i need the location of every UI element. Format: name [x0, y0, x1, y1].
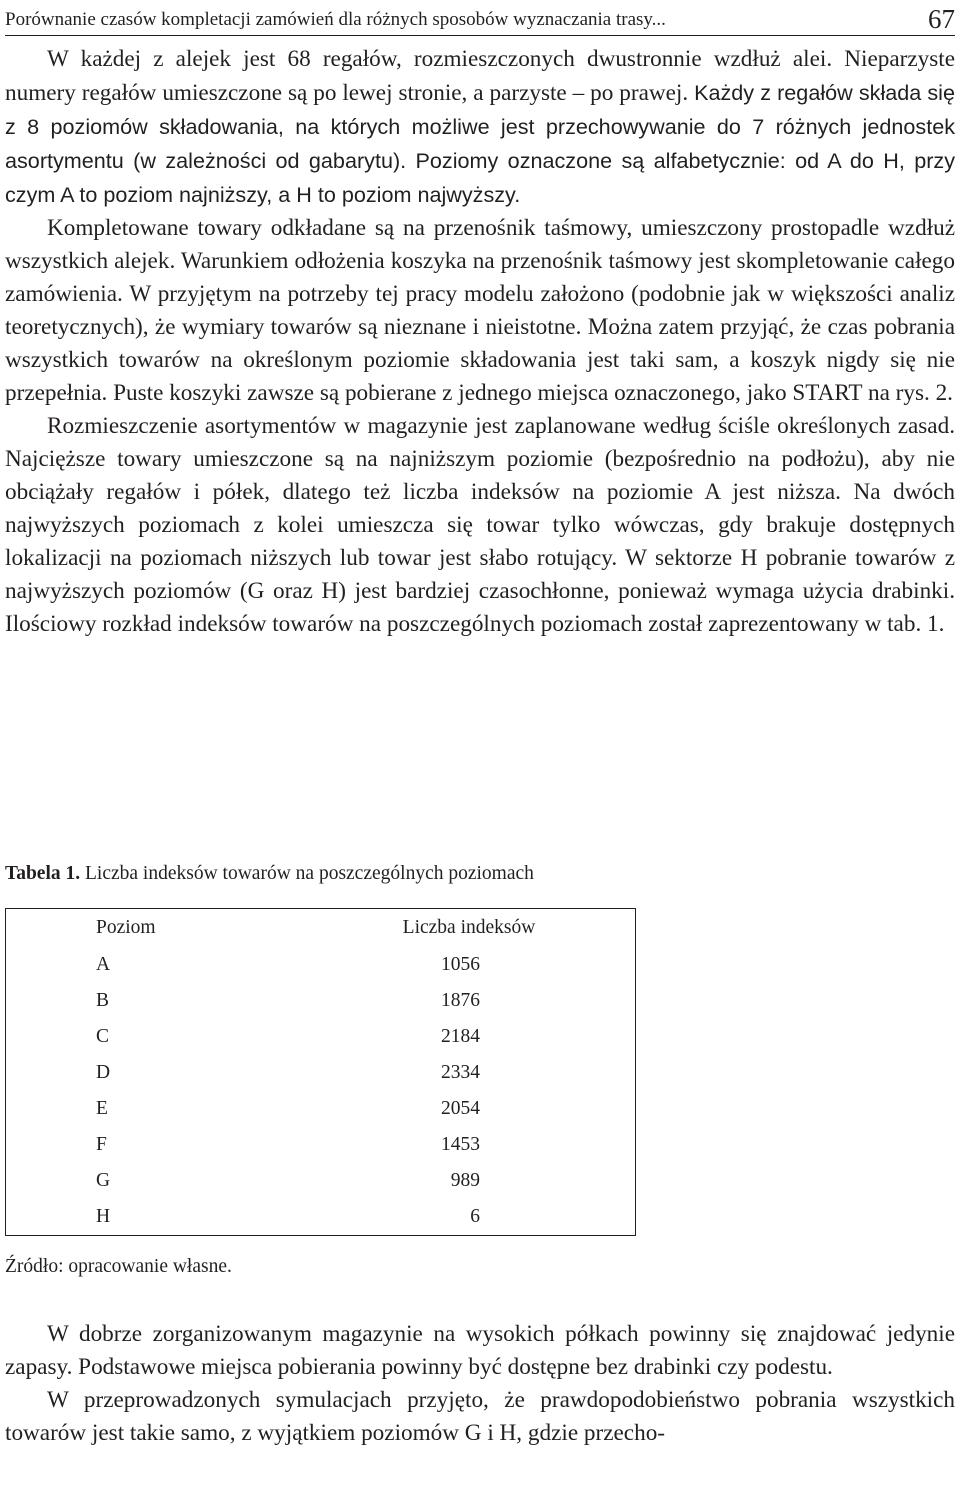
body-text-bottom: [5, 1318, 955, 1450]
paragraph-high-shelves: [5, 1318, 955, 1384]
paragraph-simulations: [5, 1384, 955, 1450]
running-head: [5, 4, 955, 34]
cell-count: 989: [450, 1170, 480, 1191]
header-count: Liczba indeksów: [402, 917, 536, 938]
table-row: [6, 1127, 636, 1163]
header-rule: [5, 35, 955, 36]
table-row: [6, 1199, 636, 1236]
cell-count: 2054: [441, 1098, 480, 1119]
table-row: [6, 983, 636, 1019]
paragraph-conveyor-text: Kompletowane towary odkładane są na przenośnik taśmowy, umieszczony prostopadle wzdłuż wszystkich alejek. Warunkiem odłożenia koszyka na przenośnik taśmowy jest skompletowanie całego zamówienia. W przyjętym na potrzeby tej pracy modelu założono (podobnie jak w większości analiz teoretycznych), że wymiary towarów są nieznane i nieistotne. Można zatem przyjąć, że czas pobrania wszystkich towarów na określonym poziomie składowania jest taki sam, a koszyk nigdy się nie przepełnia. Puste koszyki zawsze są pobierane z jednego miejsca oznaczonego, jako START na rys. 2.: [5, 215, 955, 406]
cell-level: A: [96, 954, 111, 975]
cell-count: 1453: [441, 1134, 480, 1155]
cell-level: D: [96, 1062, 111, 1083]
paragraph-simulations-text: W przeprowadzonych symulacjach przyjęto, że prawdopodobieństwo pobrania wszystkich towarów jest takie samo, z wyjątkiem poziomów G i H, gdzie przecho-: [5, 1387, 955, 1446]
table-header-row: [6, 909, 636, 948]
running-title: Porównanie czasów kompletacji zamówień dla różnych sposobów wyznaczania trasy...: [5, 9, 666, 30]
paragraph-aisles-part2: Każdy z regałów składa się z 8 poziomów składowania, na których możliwe jest przechowywanie do 7 różnych jednostek asortymentu (w zależności od gabarytu). Poziomy oznaczone są alfabetycznie: od A do H, przy czym A to poziom najniższy, a H to poziom najwyższy.: [5, 80, 955, 207]
table-row: [6, 1091, 636, 1127]
table-row: [6, 947, 636, 983]
paragraph-aisles: [5, 43, 955, 212]
table-caption-label: Tabela 1.: [5, 863, 81, 884]
page-number: 67: [928, 4, 955, 34]
cell-level: G: [96, 1170, 111, 1191]
table-row: [6, 1163, 636, 1199]
paragraph-placement: [5, 410, 955, 641]
body-text-top: [5, 43, 955, 641]
cell-level: C: [96, 1026, 110, 1047]
table-caption: [5, 863, 534, 885]
cell-count: 2184: [441, 1026, 480, 1047]
table-row: [6, 1055, 636, 1091]
cell-level: F: [96, 1134, 107, 1155]
paragraph-placement-text: Rozmieszczenie asortymentów w magazynie jest zaplanowane według ściśle określonych zasad. Najcięższe towary umieszczone są na najniższym poziomie (bezpośrednio na podłożu), aby nie obciążały regałów i półek, dlatego też liczba indeksów na poziomie A jest niższa. Na dwóch najwyższych poziomach z kolei umieszcza się towar tylko wówczas, gdy brakuje dostępnych lokalizacji na poziomach niższych lub towar jest słabo rotujący. W sektorze H pobranie towarów z najwyższych poziomów (G oraz H) jest bardziej czasochłonne, ponieważ wymaga użycia drabinki. Ilościowy rozkład indeksów towarów na poszczególnych poziomach został zaprezentowany w tab. 1.: [5, 413, 955, 637]
cell-level: E: [96, 1098, 108, 1119]
cell-count: 2334: [441, 1062, 480, 1083]
table-source-note: Źródło: opracowanie własne.: [5, 1256, 232, 1277]
cell-level: H: [96, 1206, 111, 1227]
header-level: Poziom: [96, 917, 156, 938]
table-row: [6, 1019, 636, 1055]
cell-count: 1876: [441, 990, 480, 1011]
cell-count: 1056: [441, 954, 480, 975]
cell-level: B: [96, 990, 110, 1011]
paragraph-high-shelves-text: W dobrze zorganizowanym magazynie na wysokich półkach powinny się znajdować jedynie zapasy. Podstawowe miejsca pobierania powinny być dostępne bez drabinki czy podestu.: [5, 1321, 955, 1380]
index-count-table: [5, 908, 636, 1236]
paragraph-aisles-part1: W każdej z alejek jest 68 regałów, rozmieszczonych dwustronnie wzdłuż alei. Nieparzyste numery regałów umieszczone są po lewej stronie, a parzyste – po prawej.: [5, 46, 955, 106]
paragraph-conveyor: [5, 212, 955, 410]
table-caption-text: Liczba indeksów towarów na poszczególnych poziomach: [80, 863, 534, 884]
cell-count: 6: [470, 1206, 480, 1227]
